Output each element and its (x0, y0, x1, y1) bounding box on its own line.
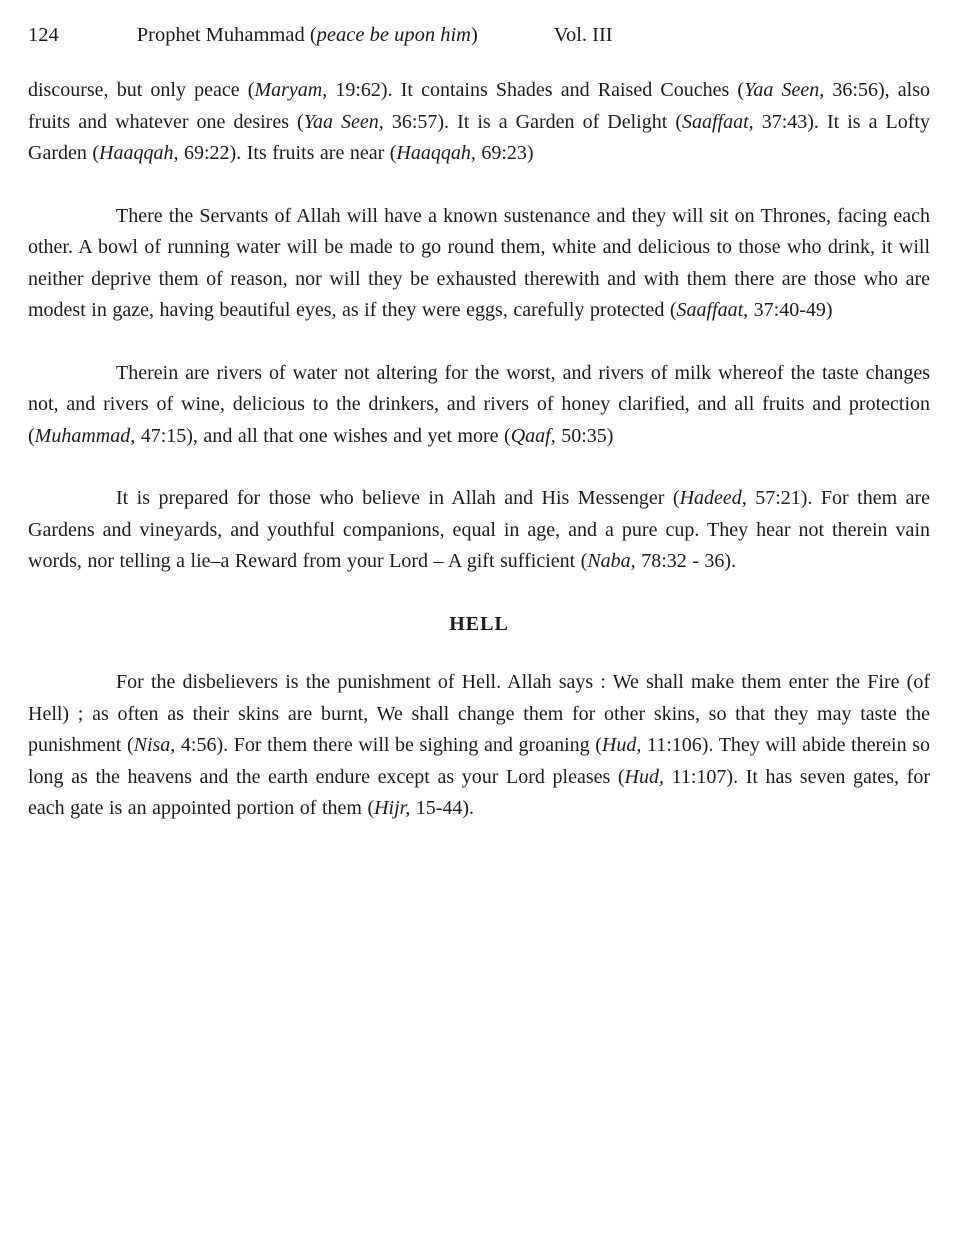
body-paragraph (28, 201, 930, 327)
body-paragraph (28, 75, 930, 170)
text-run: 4:56). For them there will be sighing and groaning ( (175, 734, 602, 756)
citation-ref: Hud, (624, 765, 664, 788)
body-paragraph (28, 358, 930, 453)
citation-ref: Qaaf, (510, 424, 556, 447)
text-run: It is prepared for those who believe in Allah and His Messenger ( (116, 487, 680, 509)
citation-ref: Muhammad, (34, 424, 136, 447)
citation-ref: Hud, (601, 734, 642, 756)
text-run: discourse, but only peace ( (28, 79, 255, 101)
citation-ref: Yaa Seen, (303, 110, 384, 133)
text-run: Prophet Muhammad ( (136, 24, 317, 46)
body-paragraph (28, 667, 930, 825)
text-run: 57:21). For them are Gardens and vineyards, and youthful companions, equal in age, and a pure cup. They hear not therein vain words, nor telling a lie–a Reward from your Lord – A gift sufficient ( (28, 487, 930, 572)
citation-ref: Saaffaat, (676, 299, 749, 321)
volume-label: Vol. III (553, 24, 613, 46)
page-header (28, 24, 930, 47)
citation-ref: Yaa Seen, (744, 79, 825, 101)
text-run: 69:23) (475, 142, 534, 164)
text-run: 47:15), and all that one wishes and yet more ( (135, 424, 511, 447)
page-number: 124 (28, 24, 59, 46)
text-run: There the Servants of Allah will have a known sustenance and they will sit on Thrones, facing each other. A bowl of running water will be made to go round them, white and delicious to those who drink, it will neither deprive them of reason, nor will they be exhausted therewith and with them there are those who are modest in gaze, having beautiful eyes, as if they were eggs, carefully protected ( (28, 204, 930, 321)
citation-ref: Hadeed, (679, 487, 747, 509)
citation-ref: Naba, (587, 550, 636, 572)
running-title (137, 24, 478, 47)
text-run: 36:57). It is a Garden of Delight ( (383, 110, 682, 133)
text-run: 15-44). (410, 797, 475, 819)
text-run: For the disbelievers is the punishment of Hell. Allah says : We shall make them enter the Fire (of Hell) ; as often as their skins are burnt, We shall change them for other skins, so that they may taste the punishment ( (28, 671, 930, 756)
body-paragraph (28, 483, 930, 578)
text-run: 50:35) (555, 424, 614, 447)
page-body (28, 75, 930, 825)
text-run: 36:56), also fruits and whatever one desires ( (28, 79, 931, 133)
text-run: 37:43). It is a Lofty Garden ( (28, 110, 930, 164)
text-run: 19:62). It contains Shades and Raised Couches ( (327, 79, 745, 101)
citation-ref: Nisa, (133, 734, 176, 756)
citation-ref: Haaqqah, (396, 142, 476, 164)
text-run: Therein are rivers of water not altering for the worst, and rivers of milk whereof the taste changes not, and rivers of wine, delicious to the drinkers, and rivers of honey clarified, and all fruits and protection ( (28, 361, 930, 447)
citation-ref: Saaffaat, (682, 110, 754, 133)
text-run: 11:106). They will abide therein so long as the heavens and the earth endure except as your Lord pleases ( (28, 734, 930, 788)
citation-ref: peace be upon him (316, 24, 471, 46)
citation-ref: Maryam, (254, 79, 328, 101)
citation-ref: Hijr, (374, 797, 411, 819)
text-run: 69:22). Its fruits are near ( (178, 142, 397, 164)
text-run: 11:107). It has seven gates, for each gate is an appointed portion of them ( (28, 765, 930, 819)
text-run: 37:40-49) (748, 299, 833, 321)
section-heading: HELL (449, 612, 509, 635)
text-run: 78:32 - 36). (635, 550, 737, 572)
citation-ref: Haaqqah, (99, 142, 179, 164)
text-run: ) (470, 24, 478, 46)
